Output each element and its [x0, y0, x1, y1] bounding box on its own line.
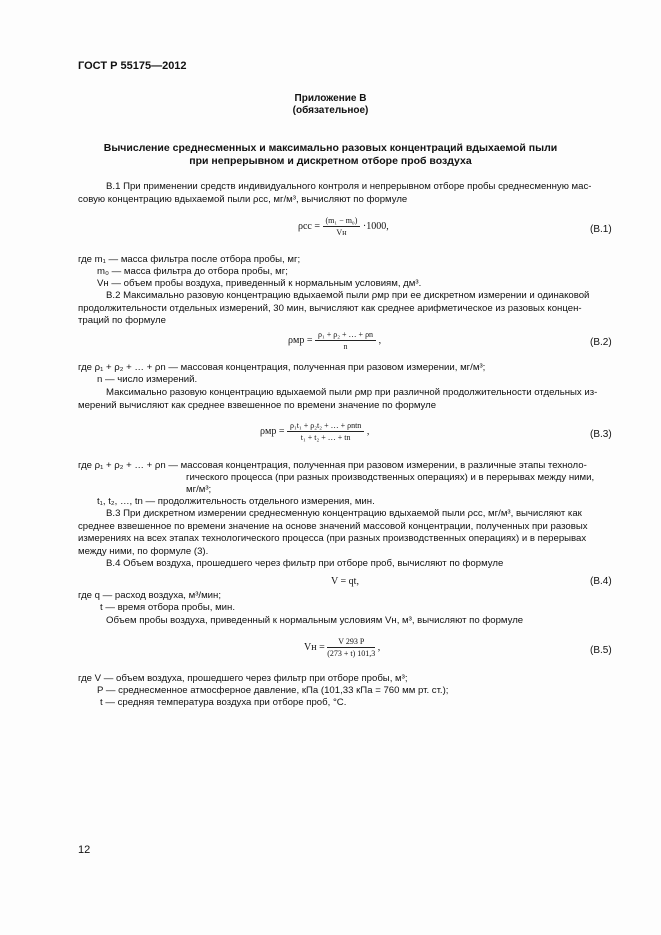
fraction-numerator: ρ₁ + ρ₂ + … + ρn	[315, 330, 376, 341]
standard-code-header: ГОСТ Р 55175—2012	[78, 60, 187, 72]
legend-line: m₀ — масса фильтра до отбора пробы, мг;	[97, 266, 288, 277]
equation-b4: V = qt,	[331, 576, 359, 587]
equation-tail: ,	[366, 425, 370, 437]
paragraph-line: В.3 При дискретном измерении среднесменную концентрацию вдыхаемой пыли ρсс, мг/м³, вычисляют как	[106, 508, 582, 519]
legend-line: гического процесса (при разных производственных операциях) и в перерывах между ними,	[186, 472, 595, 483]
legend-line: где m₁ — масса фильтра после отбора пробы, мг;	[78, 254, 301, 265]
legend-line: n — число измерений.	[97, 374, 198, 385]
equation-number: (В.3)	[590, 429, 612, 440]
equation-b2	[288, 330, 381, 351]
legend-line: где V — объем воздуха, прошедшего через фильтр при отборе пробы, м³;	[78, 673, 408, 684]
legend-line: t — средняя температура воздуха при отборе проб, °С.	[100, 697, 347, 708]
paragraph-b3	[78, 508, 615, 558]
appendix-title: Приложение В	[294, 93, 367, 104]
equation-tail: ,	[377, 641, 381, 653]
legend-line: P — среднесменное атмосферное давление, кПа (101,33 кПа = 760 мм рт. ст.);	[97, 685, 449, 696]
paragraph-line: между ними, по формуле (3).	[78, 545, 209, 557]
equation-tail: ·1000,	[362, 220, 389, 232]
paragraph-b2	[78, 290, 615, 328]
equation-b1	[298, 216, 389, 237]
paragraph-line: В.1 При применении средств индивидуального контроля и непрерывном отборе пробы среднесменную мас-	[106, 181, 592, 192]
equation-lhs: ρсс =	[298, 220, 321, 232]
paragraph-b4b	[78, 615, 615, 628]
equation-fraction	[323, 216, 361, 237]
equation-lhs: Vн =	[304, 641, 325, 653]
fraction-numerator: (m₁ − m₀)	[323, 216, 361, 227]
legend-line: t — время отбора пробы, мин.	[100, 602, 236, 613]
paragraph-line: В.4 Объем воздуха, прошедшего через фильтр при отборе проб, вычисляют по формуле	[106, 558, 504, 569]
section-title-line2: при непрерывном и дискретном отборе проб воздуха	[189, 155, 472, 167]
appendix-subtitle: (обязательное)	[292, 105, 369, 116]
legend-line: Vн — объем пробы воздуха, приведенный к нормальным условиям, дм³.	[97, 278, 422, 289]
paragraph-line: мерений вычисляют как среднее взвешенное по времени значение по формуле	[78, 399, 437, 411]
equation-number: (В.5)	[590, 645, 612, 656]
equation-tail: ,	[378, 334, 382, 346]
fraction-denominator: n	[343, 342, 348, 351]
paragraph-b1	[78, 181, 615, 206]
equation-lhs: ρмр =	[260, 425, 285, 437]
equation-b5	[304, 637, 380, 658]
paragraph-line: Объем пробы воздуха, приведенный к нормальным условиям Vн, м³, вычисляют по формуле	[106, 615, 524, 626]
equation-number: (В.4)	[590, 576, 612, 587]
paragraph-b2b	[78, 387, 615, 412]
equation-fraction	[287, 421, 364, 442]
legend-line: где ρ₁ + ρ₂ + … + ρn — массовая концентрация, полученная при разовом измерении, мг/м³;	[78, 362, 486, 373]
paragraph-line: Максимально разовую концентрацию вдыхаемой пыли ρмр при различной продолжительности отдельных из-	[106, 387, 598, 398]
equation-number: (В.1)	[590, 224, 612, 235]
fraction-numerator: V 293 P	[327, 637, 375, 648]
equation-fraction	[315, 330, 376, 351]
paragraph-line: траций по формуле	[78, 315, 166, 327]
equation-b3	[260, 421, 369, 442]
legend-line: мг/м³;	[186, 484, 212, 495]
fraction-denominator: (273 + t) 101,3	[327, 649, 376, 658]
equation-number: (В.2)	[590, 337, 612, 348]
paragraph-line: среднее взвешенное по времени значение на основе значений массовой концентрации, полученных при разовых	[78, 520, 588, 532]
section-title-line1: Вычисление среднесменных и максимально разовых концентраций вдыхаемой пыли	[103, 142, 558, 154]
paragraph-line: В.2 Максимально разовую концентрацию вдыхаемой пыли ρмр при ее дискретном измерении и одинаковой	[106, 290, 590, 301]
paragraph-line: продолжительности отдельных измерений, 30 мин, вычисляют как среднее арифметическое из разовых концен-	[78, 302, 582, 314]
fraction-numerator: ρ₁t₁ + ρ₂t₂ + … + ρntn	[287, 421, 364, 432]
equation-fraction	[327, 637, 375, 658]
legend-line: где ρ₁ + ρ₂ + … + ρn — массовая концентрация, полученная при разовом измерении, в различные этапы техноло-	[78, 460, 587, 471]
paragraph-b4	[78, 558, 615, 571]
fraction-denominator: Vн	[336, 228, 347, 237]
legend-line: t₁, t₂, …, tn — продолжительность отдельного измерения, мин.	[97, 496, 375, 507]
paragraph-line: совую концентрацию вдыхаемой пыли ρсс, мг/м³, вычисляют по формуле	[78, 193, 408, 205]
page-number: 12	[78, 844, 91, 856]
paragraph-line: измерениях на всех этапах технологического процесса (при разных производственных операциях) и в перерывах	[78, 533, 587, 545]
equation-lhs: ρмр =	[288, 334, 313, 346]
fraction-denominator: t₁ + t₂ + … + tn	[300, 433, 351, 442]
legend-line: где q — расход воздуха, м³/мин;	[78, 590, 222, 601]
